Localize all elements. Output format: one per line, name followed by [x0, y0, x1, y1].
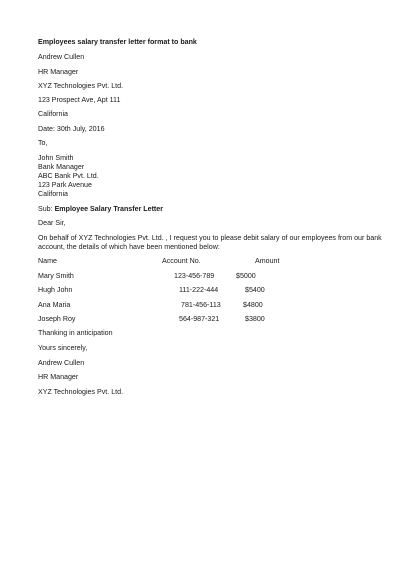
row-name: Ana Maria — [38, 301, 71, 309]
header-account: Account No. — [162, 257, 201, 265]
recipient-city: California — [38, 190, 68, 198]
subject-line — [38, 205, 163, 214]
signature-name: Andrew Cullen — [38, 359, 85, 367]
row-name: Joseph Roy — [38, 315, 76, 323]
header-name: Name — [38, 257, 57, 265]
subject-prefix: Sub: — [38, 205, 53, 213]
sender-street: 123 Prospect Ave, Apt 111 — [38, 96, 121, 104]
document-title: Employees salary transfer letter format to bank — [38, 38, 197, 46]
body-line-2: account, the details of which have been mentioned below: — [38, 243, 220, 251]
thanks-line: Thanking in anticipation — [38, 329, 113, 337]
row-account: 564-987-321 — [179, 315, 220, 323]
sender-company: XYZ Technologies Pvt. Ltd. — [38, 82, 124, 90]
closing-line: Yours sincerely, — [38, 344, 88, 352]
signature-role: HR Manager — [38, 373, 79, 381]
row-name: Hugh John — [38, 286, 73, 294]
signature-company: XYZ Technologies Pvt. Ltd. — [38, 388, 124, 396]
recipient-bank: ABC Bank Pvt. Ltd. — [38, 172, 99, 180]
row-account: 781-456-113 — [181, 301, 221, 309]
row-amount: $4800 — [243, 301, 263, 309]
letter-date: Date: 30th July, 2016 — [38, 125, 105, 133]
row-amount: $5000 — [236, 272, 256, 280]
row-name: Mary Smith — [38, 272, 74, 280]
salutation: Dear Sir, — [38, 219, 66, 227]
recipient-name: John Smith — [38, 154, 74, 162]
sender-name: Andrew Cullen — [38, 53, 85, 61]
to-label: To, — [38, 139, 48, 147]
body-line-1: On behalf of XYZ Technologies Pvt. Ltd. , I request you to please debit salary of our employees from our bank — [38, 234, 382, 242]
sender-role: HR Manager — [38, 68, 79, 76]
subject-text: Employee Salary Transfer Letter — [54, 205, 164, 213]
row-account: 111-222-444 — [179, 286, 219, 294]
recipient-role: Bank Manager — [38, 163, 85, 171]
sender-city: California — [38, 110, 68, 118]
row-account: 123-456-789 — [174, 272, 215, 280]
recipient-street: 123 Park Avenue — [38, 181, 92, 189]
header-amount: Amount — [255, 257, 280, 265]
row-amount: $5400 — [245, 286, 265, 294]
row-amount: $3800 — [245, 315, 265, 323]
